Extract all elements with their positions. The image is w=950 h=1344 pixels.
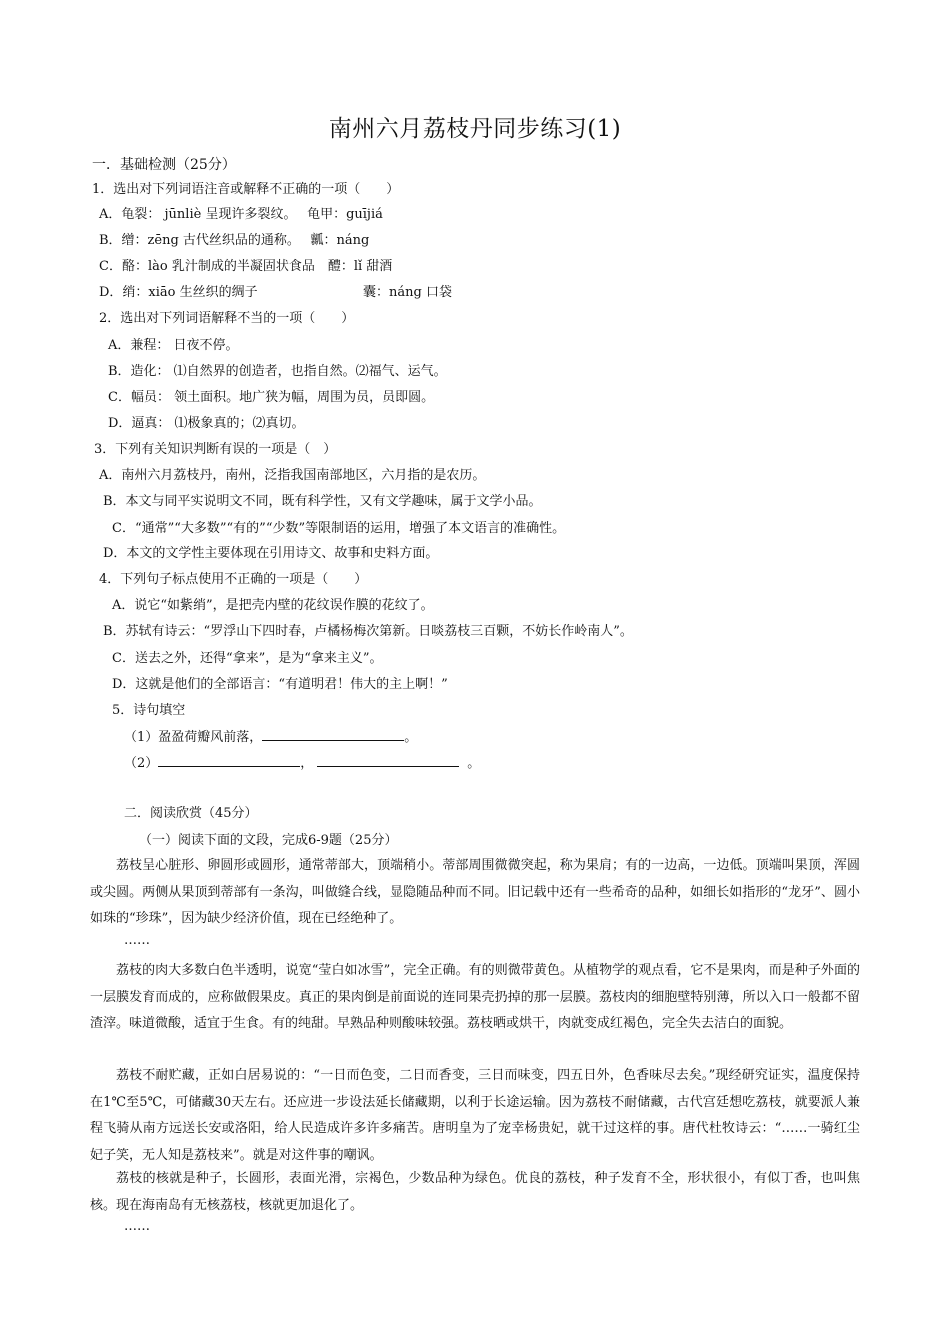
ellipsis-1: ……	[124, 933, 150, 948]
question-5-line-1-prefix: （1）盈盈荷瓣风前落，	[124, 730, 263, 745]
question-1-option-b: B．缯：zēng 古代丝织品的通称。 瓤：náng	[99, 233, 370, 248]
reading-paragraph-3: 荔枝不耐贮藏，正如白居易说的：“一日而色变，二日而香变，三日而味变，四五日外，色香味尽去矣。”现经研究证实，温度保持在1℃至5℃，可储藏30天左右。还应进一步设法延长储藏期，以利于长途运输。因为荔枝不耐储藏，古代宫廷想吃荔枝，就要派人兼程飞骑从南方远送长安或洛阳，给人民造成许多许多痛苦。唐明皇为了宠幸杨贵妃，就干过这样的事。唐代杜牧诗云：“……一骑红尘妃子笑，无人知是荔枝来”。就是对这件事的嘲讽。	[90, 1068, 860, 1163]
question-2-option-b: B．造化： ⑴自然界的创造者，也指自然。⑵福气、运气。	[108, 364, 447, 379]
question-1-option-c: C．酪：lào 乳汁制成的半凝固状食品 醴：lǐ 甜酒	[99, 259, 393, 274]
reading-paragraph-2: 荔枝的肉大多数白色半透明，说宽“莹白如冰雪”，完全正确。有的则微带黄色。从植物学的观点看，它不是果肉，而是种子外面的一层膜发育而成的，应称做假果皮。真正的果肉倒是前面说的连同果壳扔掉的那一层膜。荔枝肉的细胞壁特别薄，所以入口一般都不留渣滓。味道微酸，适宜于生食。有的纯甜。早熟品种则酸味较强。荔枝晒或烘干，肉就变成红褐色，完全失去洁白的面貌。	[90, 963, 860, 1031]
question-3-stem: 3．下列有关知识判断有误的一项是（ ）	[94, 442, 337, 457]
question-1-stem: 1．选出对下列词语注音或解释不正确的一项（ ）	[92, 182, 400, 197]
question-5-line-1-suffix: 。	[404, 730, 418, 745]
answer-blank-2[interactable]	[158, 754, 300, 767]
question-5-line-1	[124, 728, 417, 747]
question-5-stem: 5．诗句填空	[112, 703, 186, 718]
page-title: 南州六月荔枝丹同步练习(1)	[328, 116, 622, 142]
question-2-stem: 2．选出对下列词语解释不当的一项（ ）	[99, 311, 355, 326]
question-5-line-2-mid: ，	[300, 756, 314, 771]
question-3-option-a: A．南州六月荔枝丹，南州，泛指我国南部地区，六月指的是农历。	[99, 468, 486, 483]
question-1-option-d-right: 囊：náng 口袋	[363, 285, 452, 300]
question-4-option-d: D．这就是他们的全部语言：“有道明君！伟大的主上啊！”	[112, 677, 448, 692]
question-3-option-b: B．本文与同平实说明文不同，既有科学性，又有文学趣味，属于文学小品。	[103, 494, 542, 509]
question-2-option-d: D．逼真： ⑴极象真的；⑵真切。	[108, 416, 305, 431]
question-2-option-c: C．幅员： 领土面积。地广狭为幅，周围为员，员即圆。	[108, 390, 435, 405]
question-1-option-a: A．龟裂： jūnliè 呈现许多裂纹。 龟甲：guījiá	[99, 207, 383, 222]
question-2-option-a: A．兼程： 日夜不停。	[108, 338, 239, 353]
question-4-option-b: B．苏轼有诗云：“罗浮山下四时春，卢橘杨梅次第新。日啖荔枝三百颗，不妨长作岭南人”。	[103, 624, 633, 639]
question-3-option-d: D．本文的文学性主要体现在引用诗文、故事和史料方面。	[103, 546, 439, 561]
answer-blank-1[interactable]	[262, 728, 404, 741]
question-1-option-d: D．绡：xiāo 生丝织的绸子	[99, 285, 258, 300]
question-4-option-a: A．说它“如紫绡”，是把壳内壁的花纹误作膜的花纹了。	[112, 598, 434, 613]
question-4-option-c: C．送去之外，还得“拿来”，是为“拿来主义”。	[112, 651, 383, 666]
section-heading-reading: 二．阅读欣赏（45分）	[124, 806, 258, 821]
section-heading-basic: 一．基础检测（25分）	[92, 157, 236, 173]
question-5-line-2-suffix: 。	[467, 756, 481, 771]
answer-blank-3[interactable]	[317, 754, 459, 767]
reading-1-instructions: （一）阅读下面的文段，完成6-9题（25分）	[139, 833, 398, 848]
reading-paragraph-4: 荔枝的核就是种子，长圆形，表面光滑，宗褐色，少数品种为绿色。优良的荔枝，种子发育不全，形状很小，有似丁香，也叫焦核。现在海南岛有无核荔枝，核就更加退化了。	[90, 1171, 860, 1213]
reading-paragraph-1: 荔枝呈心脏形、卵圆形或圆形，通常蒂部大，顶端稍小。蒂部周围微微突起，称为果肩；有的一边高，一边低。顶端叫果顶，浑圆或尖圆。两侧从果顶到蒂部有一条沟，叫做缝合线，显隐随品种而不同。旧记载中还有一些希奇的品种，如细长如指形的“龙牙”、圆小如珠的“珍珠”，因为缺少经济价值，现在已经绝种了。	[90, 858, 860, 926]
question-4-stem: 4．下列句子标点使用不正确的一项是（ ）	[99, 572, 368, 587]
question-3-option-c: C．“通常”“大多数”“有的”“少数”等限制语的运用，增强了本文语言的准确性。	[112, 521, 566, 536]
question-5-line-2	[124, 754, 480, 773]
question-5-line-2-prefix: （2）	[124, 756, 159, 771]
ellipsis-2: ……	[124, 1219, 150, 1234]
